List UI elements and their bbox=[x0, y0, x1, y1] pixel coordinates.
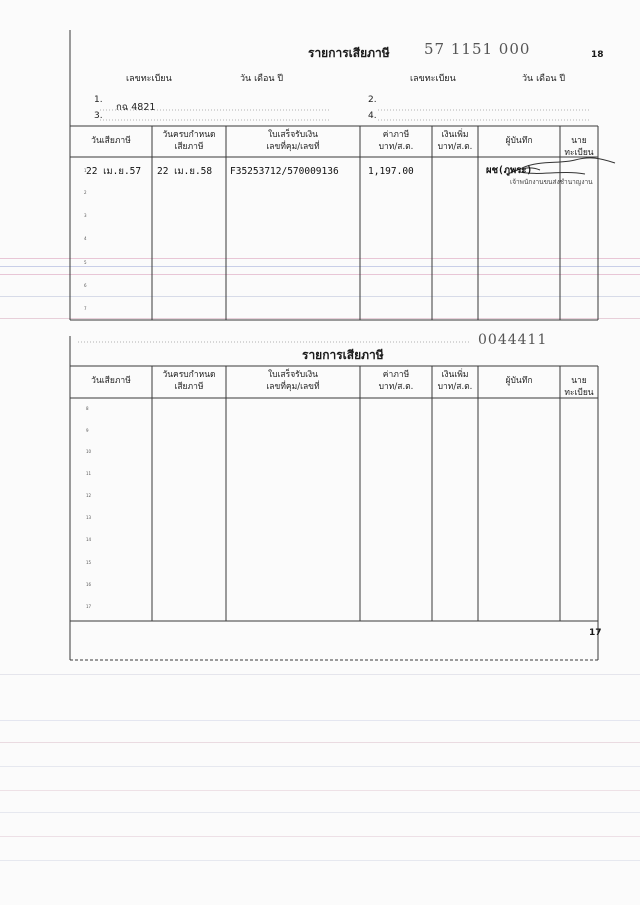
col-header-surcharge: เงินเพิ่ม บาท/ส.ต. bbox=[437, 130, 473, 152]
row-number: 7 bbox=[84, 306, 87, 311]
col-header-receipt: ใบเสร็จรับเงิน เลขที่คุม/เลขที่ bbox=[266, 370, 320, 392]
line-2-number: 2. bbox=[368, 95, 377, 105]
top-page-number: 18 bbox=[591, 50, 604, 60]
entry-stamp-note: เจ้าพนักงานขนส่งชำนาญงาน bbox=[510, 178, 593, 186]
col-header-tax-date: วันเสียภาษี bbox=[91, 136, 131, 146]
top-handwritten-number: 57 1151 000 bbox=[424, 40, 531, 58]
date-label-right: วัน เดือน ปี bbox=[522, 74, 566, 84]
row-number: 6 bbox=[84, 283, 87, 288]
col-header-due-date: วันครบกำหนด เสียภาษี bbox=[162, 130, 216, 152]
row-number: 8 bbox=[86, 406, 89, 411]
row-number: 12 bbox=[86, 493, 92, 498]
row-number: 9 bbox=[86, 428, 89, 433]
reg-label-left: เลขทะเบียน bbox=[126, 74, 172, 84]
reg-label-right: เลขทะเบียน bbox=[410, 74, 456, 84]
row-number: 4 bbox=[84, 236, 87, 241]
row-number: 14 bbox=[86, 537, 92, 542]
row-number: 13 bbox=[86, 515, 92, 520]
line-1-plate: กฉ 4821 bbox=[116, 102, 156, 113]
bottom-handwritten-number: 0044411 bbox=[478, 332, 548, 348]
row-number: 1 bbox=[84, 168, 87, 173]
row-number: 3 bbox=[84, 213, 87, 218]
col-header-tax-date: วันเสียภาษี bbox=[91, 376, 131, 386]
bottom-page-number: 17 bbox=[589, 628, 602, 638]
row-number: 10 bbox=[86, 449, 92, 454]
line-1-number: 1. bbox=[94, 95, 103, 105]
row-number: 15 bbox=[86, 560, 92, 565]
line-3-number: 3. bbox=[94, 111, 103, 121]
col-header-recorder: ผู้บันทึก bbox=[505, 136, 533, 146]
top-form-title: รายการเสียภาษี bbox=[308, 46, 390, 60]
col-header-surcharge: เงินเพิ่ม บาท/ส.ต. bbox=[437, 370, 473, 392]
col-header-registrar: นายทะเบียน bbox=[564, 136, 594, 158]
row-number: 17 bbox=[86, 604, 92, 609]
row-number: 5 bbox=[84, 260, 87, 265]
row-number: 2 bbox=[84, 190, 87, 195]
col-header-recorder: ผู้บันทึก bbox=[505, 376, 533, 386]
row-number: 11 bbox=[86, 471, 92, 476]
date-label-left: วัน เดือน ปี bbox=[240, 74, 284, 84]
col-header-registrar: นายทะเบียน bbox=[564, 376, 594, 398]
col-header-receipt: ใบเสร็จรับเงิน เลขที่คุม/เลขที่ bbox=[266, 130, 320, 152]
col-header-tax-amount: ค่าภาษี บาท/ส.ต. bbox=[378, 130, 414, 152]
entry-tax-amount: 1,197.00 bbox=[368, 166, 414, 177]
entry-tax-date: 22 เม.ย.57 bbox=[86, 166, 142, 177]
row-number: 16 bbox=[86, 582, 92, 587]
bottom-form-title: รายการเสียภาษี bbox=[302, 348, 384, 362]
col-header-tax-amount: ค่าภาษี บาท/ส.ต. bbox=[378, 370, 414, 392]
entry-due-date: 22 เม.ย.58 bbox=[157, 166, 213, 177]
col-header-due-date: วันครบกำหนด เสียภาษี bbox=[162, 370, 216, 392]
entry-receipt: F35253712/570009136 bbox=[230, 166, 339, 177]
line-4-number: 4. bbox=[368, 111, 377, 121]
entry-recorder: ผช(ภูพระ) bbox=[486, 165, 533, 176]
